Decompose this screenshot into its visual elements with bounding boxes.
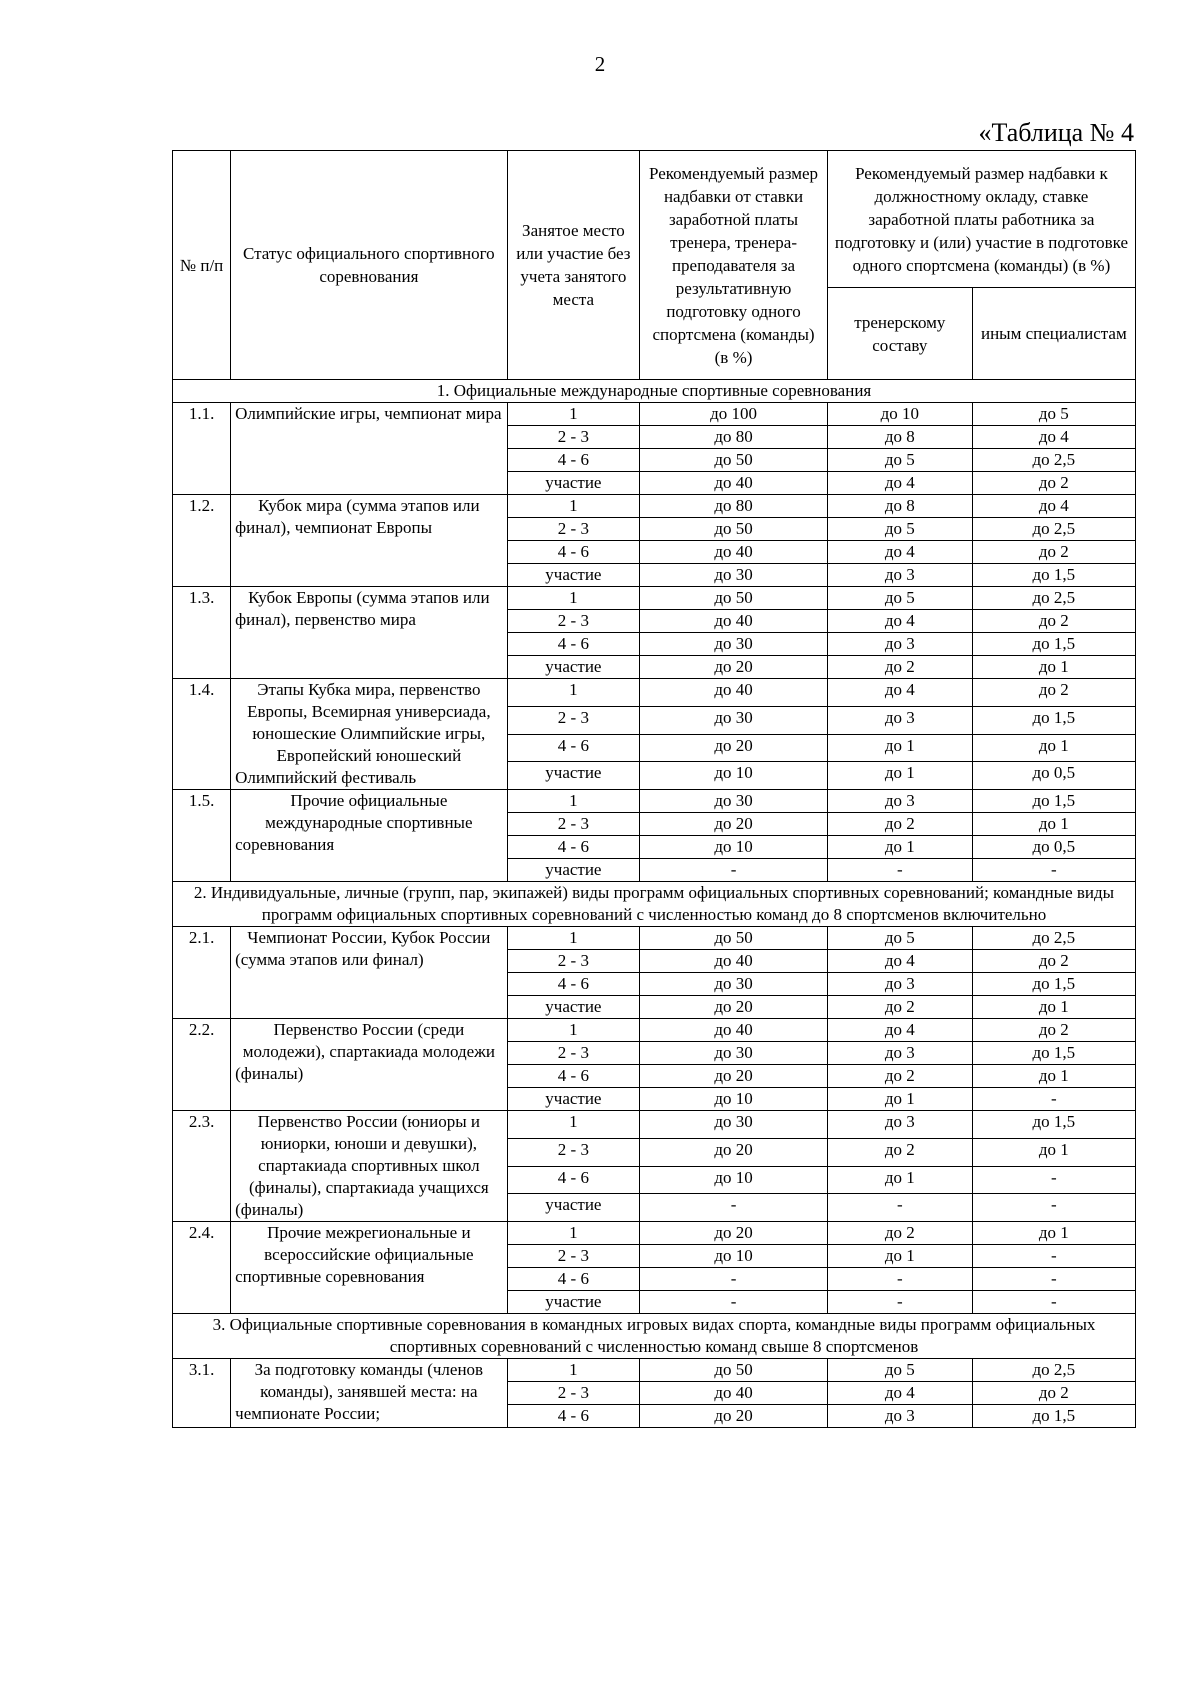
trainer-pct-cell: до 30	[640, 1111, 828, 1139]
table-row	[173, 403, 1136, 426]
coaching-staff-cell: до 2	[827, 1138, 972, 1166]
place-cell: 1	[507, 587, 640, 610]
trainer-pct-cell: до 80	[640, 495, 828, 518]
header-trainer-pct: Рекомендуемый размер надбавки от ставки заработной платы тренера, тренера-преподавателя за результативную подготовку одного спортсмена (команды) (в %)	[640, 151, 828, 380]
other-specialists-cell: -	[972, 1088, 1135, 1111]
item-status: За подготовку команды (членов команды), занявшей места: на чемпионате России;	[231, 1359, 507, 1428]
table-row	[173, 1111, 1136, 1139]
other-specialists-cell: до 1,5	[972, 1405, 1135, 1428]
item-status: Кубок Европы (сумма этапов или финал), первенство мира	[231, 587, 507, 679]
header-bonus-group: Рекомендуемый размер надбавки к должностному окладу, ставке заработной платы работника за подготовку и (или) участие в подготовке одного спортсмена (команды) (в %)	[827, 151, 1135, 288]
other-specialists-cell: до 1,5	[972, 564, 1135, 587]
coaching-staff-cell: до 3	[827, 1405, 972, 1428]
coaching-staff-cell: -	[827, 1268, 972, 1291]
place-cell: 2 - 3	[507, 1245, 640, 1268]
header-num: № п/п	[173, 151, 231, 380]
place-cell: 1	[507, 1019, 640, 1042]
place-cell: 2 - 3	[507, 426, 640, 449]
trainer-pct-cell: -	[640, 859, 828, 882]
place-cell: 1	[507, 927, 640, 950]
place-cell: участие	[507, 564, 640, 587]
trainer-pct-cell: до 20	[640, 1405, 828, 1428]
place-cell: 1	[507, 1111, 640, 1139]
trainer-pct-cell: до 50	[640, 1359, 828, 1382]
other-specialists-cell: до 0,5	[972, 762, 1135, 790]
item-number: 1.2.	[173, 495, 231, 587]
other-specialists-cell: -	[972, 859, 1135, 882]
trainer-pct-cell: до 50	[640, 518, 828, 541]
place-cell: 2 - 3	[507, 950, 640, 973]
other-specialists-cell: до 1	[972, 1138, 1135, 1166]
trainer-pct-cell: до 40	[640, 1019, 828, 1042]
section-title: 1. Официальные международные спортивные соревнования	[173, 380, 1136, 403]
other-specialists-cell: -	[972, 1268, 1135, 1291]
coaching-staff-cell: до 4	[827, 950, 972, 973]
trainer-pct-cell: до 40	[640, 1382, 828, 1405]
coaching-staff-cell: до 10	[827, 403, 972, 426]
trainer-pct-cell: до 50	[640, 587, 828, 610]
place-cell: 2 - 3	[507, 706, 640, 734]
header-status: Статус официального спортивного соревнования	[231, 151, 507, 380]
coaching-staff-cell: до 5	[827, 587, 972, 610]
trainer-pct-cell: до 30	[640, 564, 828, 587]
trainer-pct-cell: до 40	[640, 950, 828, 973]
item-status: Первенство России (среди молодежи), спартакиада молодежи (финалы)	[231, 1019, 507, 1111]
place-cell: 4 - 6	[507, 449, 640, 472]
other-specialists-cell: до 2	[972, 1019, 1135, 1042]
coaching-staff-cell: до 4	[827, 610, 972, 633]
trainer-pct-cell: до 20	[640, 656, 828, 679]
place-cell: 4 - 6	[507, 1268, 640, 1291]
table-row	[173, 1222, 1136, 1245]
trainer-pct-cell: до 10	[640, 1245, 828, 1268]
coaching-staff-cell: -	[827, 859, 972, 882]
place-cell: 1	[507, 679, 640, 707]
trainer-pct-cell: до 20	[640, 996, 828, 1019]
item-number: 2.2.	[173, 1019, 231, 1111]
trainer-pct-cell: до 40	[640, 679, 828, 707]
coaching-staff-cell: до 5	[827, 1359, 972, 1382]
coaching-staff-cell: до 5	[827, 518, 972, 541]
other-specialists-cell: до 1,5	[972, 973, 1135, 996]
place-cell: 4 - 6	[507, 1405, 640, 1428]
coaching-staff-cell: до 1	[827, 762, 972, 790]
table-row	[173, 1019, 1136, 1042]
other-specialists-cell: до 1	[972, 813, 1135, 836]
other-specialists-cell: до 1	[972, 1222, 1135, 1245]
coaching-staff-cell: до 1	[827, 836, 972, 859]
section-row	[173, 882, 1136, 927]
item-status: Чемпионат России, Кубок России (сумма этапов или финал)	[231, 927, 507, 1019]
section-row	[173, 380, 1136, 403]
trainer-pct-cell: до 50	[640, 449, 828, 472]
other-specialists-cell: до 4	[972, 495, 1135, 518]
trainer-pct-cell: до 10	[640, 762, 828, 790]
place-cell: 2 - 3	[507, 518, 640, 541]
coaching-staff-cell: до 1	[827, 1245, 972, 1268]
place-cell: участие	[507, 656, 640, 679]
coaching-staff-cell: до 3	[827, 706, 972, 734]
item-number: 1.5.	[173, 790, 231, 882]
place-cell: участие	[507, 1088, 640, 1111]
item-number: 1.3.	[173, 587, 231, 679]
other-specialists-cell: до 1	[972, 996, 1135, 1019]
item-number: 1.4.	[173, 679, 231, 790]
place-cell: участие	[507, 1291, 640, 1314]
place-cell: участие	[507, 996, 640, 1019]
section-title: 3. Официальные спортивные соревнования в командных игровых видах спорта, командные виды программ официальных спортивных соревнований с численностью команд свыше 8 спортсменов	[173, 1314, 1136, 1359]
place-cell: 2 - 3	[507, 610, 640, 633]
item-number: 2.1.	[173, 927, 231, 1019]
table-row	[173, 587, 1136, 610]
trainer-pct-cell: до 100	[640, 403, 828, 426]
coaching-staff-cell: до 4	[827, 472, 972, 495]
other-specialists-cell: до 2,5	[972, 927, 1135, 950]
place-cell: 4 - 6	[507, 1166, 640, 1194]
page-number: 2	[594, 52, 606, 76]
place-cell: 1	[507, 495, 640, 518]
table-row	[173, 495, 1136, 518]
item-status: Прочие официальные международные спортивные соревнования	[231, 790, 507, 882]
trainer-pct-cell: -	[640, 1291, 828, 1314]
place-cell: 2 - 3	[507, 1382, 640, 1405]
trainer-pct-cell: до 20	[640, 1222, 828, 1245]
coaching-staff-cell: до 3	[827, 973, 972, 996]
table-title: «Таблица № 4	[978, 118, 1134, 147]
place-cell: 2 - 3	[507, 1042, 640, 1065]
coaching-staff-cell: до 8	[827, 426, 972, 449]
coaching-staff-cell: до 1	[827, 734, 972, 762]
other-specialists-cell: -	[972, 1291, 1135, 1314]
table-row	[173, 679, 1136, 707]
place-cell: 4 - 6	[507, 836, 640, 859]
place-cell: 4 - 6	[507, 633, 640, 656]
bonus-table	[172, 150, 1136, 1428]
item-status: Кубок мира (сумма этапов или финал), чемпионат Европы	[231, 495, 507, 587]
trainer-pct-cell: до 20	[640, 813, 828, 836]
place-cell: 2 - 3	[507, 813, 640, 836]
coaching-staff-cell: до 5	[827, 927, 972, 950]
other-specialists-cell: до 2,5	[972, 518, 1135, 541]
section-row	[173, 1314, 1136, 1359]
other-specialists-cell: до 2	[972, 610, 1135, 633]
item-number: 2.4.	[173, 1222, 231, 1314]
other-specialists-cell: до 1,5	[972, 706, 1135, 734]
other-specialists-cell: до 1	[972, 656, 1135, 679]
other-specialists-cell: до 2	[972, 679, 1135, 707]
place-cell: 1	[507, 403, 640, 426]
other-specialists-cell: до 4	[972, 426, 1135, 449]
coaching-staff-cell: до 3	[827, 790, 972, 813]
other-specialists-cell: до 2	[972, 472, 1135, 495]
coaching-staff-cell: до 3	[827, 564, 972, 587]
coaching-staff-cell: до 2	[827, 813, 972, 836]
other-specialists-cell: до 2,5	[972, 449, 1135, 472]
trainer-pct-cell: -	[640, 1268, 828, 1291]
table-row	[173, 927, 1136, 950]
trainer-pct-cell: до 80	[640, 426, 828, 449]
trainer-pct-cell: до 30	[640, 790, 828, 813]
coaching-staff-cell: до 5	[827, 449, 972, 472]
coaching-staff-cell: до 3	[827, 633, 972, 656]
other-specialists-cell: до 2	[972, 950, 1135, 973]
item-status: Первенство России (юниоры и юниорки, юноши и девушки), спартакиада спортивных школ (финалы), спартакиада учащихся (финалы)	[231, 1111, 507, 1222]
item-number: 3.1.	[173, 1359, 231, 1428]
trainer-pct-cell: до 30	[640, 706, 828, 734]
other-specialists-cell: до 5	[972, 403, 1135, 426]
trainer-pct-cell: до 20	[640, 734, 828, 762]
coaching-staff-cell: -	[827, 1194, 972, 1222]
trainer-pct-cell: до 40	[640, 541, 828, 564]
item-status: Олимпийские игры, чемпионат мира	[231, 403, 507, 495]
other-specialists-cell: до 2,5	[972, 1359, 1135, 1382]
trainer-pct-cell: до 20	[640, 1138, 828, 1166]
other-specialists-cell: до 2	[972, 1382, 1135, 1405]
trainer-pct-cell: до 40	[640, 610, 828, 633]
header-coaching-staff: тренерскому составу	[827, 288, 972, 380]
table-row	[173, 1359, 1136, 1382]
coaching-staff-cell: до 2	[827, 1222, 972, 1245]
coaching-staff-cell: до 3	[827, 1042, 972, 1065]
place-cell: 1	[507, 1359, 640, 1382]
coaching-staff-cell: до 4	[827, 1019, 972, 1042]
other-specialists-cell: до 1,5	[972, 790, 1135, 813]
coaching-staff-cell: до 4	[827, 679, 972, 707]
coaching-staff-cell: до 8	[827, 495, 972, 518]
coaching-staff-cell: до 2	[827, 656, 972, 679]
trainer-pct-cell: до 10	[640, 1088, 828, 1111]
trainer-pct-cell: до 50	[640, 927, 828, 950]
other-specialists-cell: до 1	[972, 734, 1135, 762]
place-cell: участие	[507, 1194, 640, 1222]
other-specialists-cell: до 1,5	[972, 633, 1135, 656]
place-cell: 2 - 3	[507, 1138, 640, 1166]
place-cell: участие	[507, 472, 640, 495]
other-specialists-cell: до 1,5	[972, 1111, 1135, 1139]
place-cell: участие	[507, 762, 640, 790]
coaching-staff-cell: до 1	[827, 1166, 972, 1194]
item-status: Этапы Кубка мира, первенство Европы, Всемирная универсиада, юношеские Олимпийские игры, Европейский юношеский Олимпийский фестиваль	[231, 679, 507, 790]
item-number: 1.1.	[173, 403, 231, 495]
table-body	[173, 380, 1136, 1428]
coaching-staff-cell: до 3	[827, 1111, 972, 1139]
place-cell: 4 - 6	[507, 734, 640, 762]
other-specialists-cell: -	[972, 1245, 1135, 1268]
trainer-pct-cell: до 10	[640, 836, 828, 859]
coaching-staff-cell: до 2	[827, 1065, 972, 1088]
other-specialists-cell: до 1	[972, 1065, 1135, 1088]
coaching-staff-cell: до 2	[827, 996, 972, 1019]
place-cell: участие	[507, 859, 640, 882]
other-specialists-cell: -	[972, 1166, 1135, 1194]
table-row	[173, 790, 1136, 813]
item-status: Прочие межрегиональные и всероссийские официальные спортивные соревнования	[231, 1222, 507, 1314]
header-other-specialists: иным специалистам	[972, 288, 1135, 380]
trainer-pct-cell: до 30	[640, 1042, 828, 1065]
other-specialists-cell: -	[972, 1194, 1135, 1222]
other-specialists-cell: до 2	[972, 541, 1135, 564]
place-cell: 4 - 6	[507, 1065, 640, 1088]
trainer-pct-cell: до 30	[640, 633, 828, 656]
trainer-pct-cell: до 40	[640, 472, 828, 495]
trainer-pct-cell: -	[640, 1194, 828, 1222]
place-cell: 4 - 6	[507, 973, 640, 996]
coaching-staff-cell: до 1	[827, 1088, 972, 1111]
other-specialists-cell: до 0,5	[972, 836, 1135, 859]
trainer-pct-cell: до 30	[640, 973, 828, 996]
coaching-staff-cell: до 4	[827, 1382, 972, 1405]
coaching-staff-cell: до 4	[827, 541, 972, 564]
place-cell: 4 - 6	[507, 541, 640, 564]
trainer-pct-cell: до 20	[640, 1065, 828, 1088]
trainer-pct-cell: до 10	[640, 1166, 828, 1194]
coaching-staff-cell: -	[827, 1291, 972, 1314]
other-specialists-cell: до 2,5	[972, 587, 1135, 610]
other-specialists-cell: до 1,5	[972, 1042, 1135, 1065]
place-cell: 1	[507, 790, 640, 813]
item-number: 2.3.	[173, 1111, 231, 1222]
place-cell: 1	[507, 1222, 640, 1245]
header-place: Занятое место или участие без учета занятого места	[507, 151, 640, 380]
section-title: 2. Индивидуальные, личные (групп, пар, экипажей) виды программ официальных спортивных соревнований; командные виды программ официальных спортивных соревнований с численностью команд до 8 спортсменов включительно	[173, 882, 1136, 927]
